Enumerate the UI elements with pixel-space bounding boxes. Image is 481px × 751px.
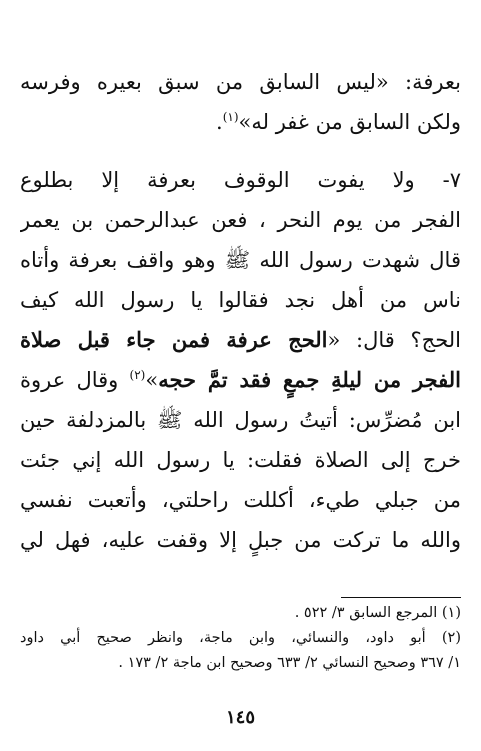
footnote-2 <box>20 627 461 650</box>
text-line-5-content: قال شهدت رسول الله ﷺ وهو واقف بعرفة وأتاه <box>20 248 461 272</box>
text-line-1-content: بعرفة: «ليس السابق من سبق بعيره وفرسه <box>20 70 461 94</box>
text-line-12-content: والله ما تركت من جبلٍ إلا وقفت عليه، فهل لي <box>20 528 461 552</box>
text-line-4-content: الفجر من يوم النحر ، فعن عبدالرحمن بن يعمر <box>20 208 461 232</box>
footnote-ref-1: (١) <box>222 110 239 124</box>
hadith-text-bold-1: الحج عرفة فمن جاء قبل صلاة <box>20 327 328 352</box>
text-line-6-content: ناس من أهل نجد فقالوا يا رسول الله كيف <box>20 288 461 312</box>
text-line-7 <box>20 320 461 360</box>
quote-close: » <box>145 368 159 392</box>
footnote-ref-2: (٢) <box>129 368 146 382</box>
text-line-4 <box>20 200 461 240</box>
text-line-10-content: خرج إلى الصلاة فقلت: يا رسول الله إني جئت <box>20 448 461 472</box>
text-line-7-start: الحج؟ قال: « <box>327 328 461 352</box>
text-line-8-end: وقال عروة <box>20 368 130 392</box>
text-line-2-period: . <box>216 110 223 134</box>
footnote-2-continued-text: ١/ ٣٦٧ وصحيح النسائي ٢/ ٦٣٣ وصحيح ابن ماجة ٢/ ١٧٣ . <box>118 655 461 671</box>
text-line-8 <box>20 360 461 400</box>
text-line-9 <box>20 400 461 440</box>
text-line-2-content: ولكن السابق من غفر له» <box>238 110 461 134</box>
hadith-text-bold-2: الفجر من ليلةِ جمعٍ فقد تمَّ حجه <box>158 367 461 392</box>
footnote-1 <box>20 602 461 625</box>
text-line-9-content: ابن مُضرِّس: أتيتُ رسول الله ﷺ بالمزدلفة حين <box>20 408 461 432</box>
text-line-11-content: من جبلي طيء، أكللت راحلتي، وأتعبت نفسي <box>20 488 461 512</box>
text-line-6 <box>20 280 461 320</box>
text-line-1 <box>20 62 461 102</box>
text-line-3-content: ٧- ولا يفوت الوقوف بعرفة إلا بطلوع <box>20 168 461 192</box>
page-number: ١٤٥ <box>225 707 255 728</box>
text-line-3 <box>20 160 461 200</box>
footnote-divider <box>341 597 461 598</box>
footnote-2-text: (٢) أبو داود، والنسائي، وابن ماجة، وانظر صحيح أبي داود <box>20 630 461 646</box>
text-line-11 <box>20 480 461 520</box>
text-line-2 <box>20 102 461 142</box>
footnote-2-continued <box>20 652 461 675</box>
text-line-5 <box>20 240 461 280</box>
text-line-10 <box>20 440 461 480</box>
footnote-1-text: (١) المرجع السابق ٣/ ٥٢٢ . <box>294 605 461 621</box>
text-line-12 <box>20 520 461 560</box>
